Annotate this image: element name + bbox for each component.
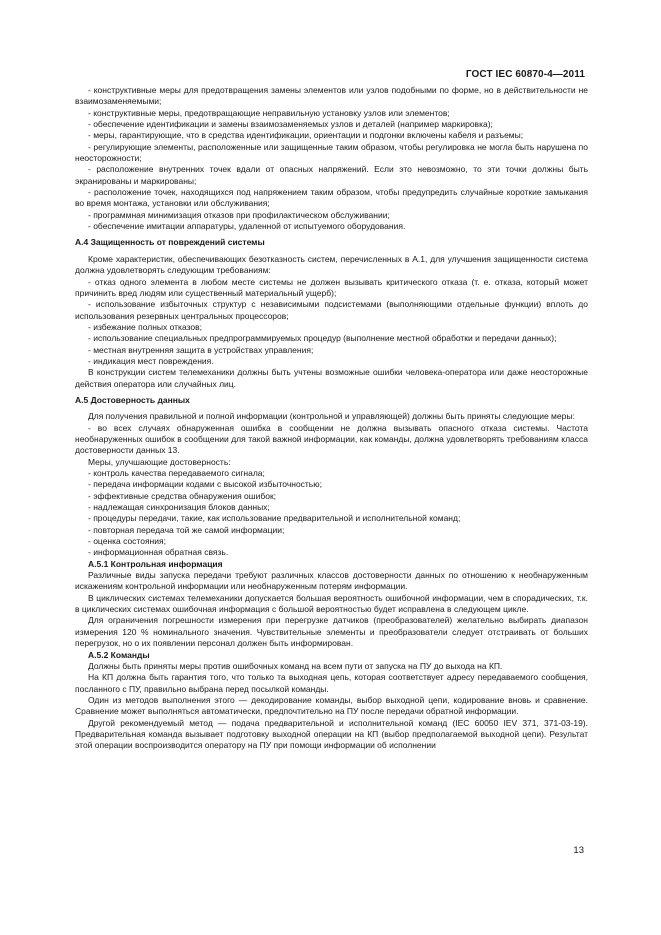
list-item: - во всех случаях обнаруженная ошибка в сообщении не должна вызывать опасного отказа системы. Частота необнаруженных ошибок в сообщении для такой важной информации, как команды, должна удовлетворять требованиям класса достоверности данных 13. bbox=[75, 422, 588, 456]
list-item: - местная внутренняя защита в устройствах управления; bbox=[88, 344, 314, 355]
list-item: - передача информации кодами с высокой избыточностью; bbox=[88, 479, 322, 490]
paragraph: В конструкции систем телемеханики должны быть учтены возможные ошибки человека-оператора или даже неосторожные действия оператора или случайных лиц. bbox=[75, 367, 588, 389]
list-item: - обеспечение имитации аппаратуры, удаленной от испытуемого оборудования. bbox=[88, 221, 406, 232]
list-item: - контроль качества передаваемого сигнала; bbox=[88, 468, 265, 478]
paragraph: Для получения правильной и полной информации (контрольной и управляющей) должны быть приняты следующие меры: bbox=[88, 411, 575, 422]
list-item: - индикация мест повреждения. bbox=[88, 355, 214, 366]
paragraph: Один из методов выполнения этого — декодирование команды, выбор выходной цепи, кодирование вновь и сравнение. Сравнение может выполняться автоматически, предпочтительно на ПУ после передачи обратной информации. bbox=[75, 694, 588, 717]
paragraph: Для ограничения погрешности измерения при перегрузке датчиков (преобразователей) желательно выбирать диапазон измерения 120 % номинального значения. Чувствительные элементы и преобразователи следует отстраивать от больших перегрузок, но о их появлении персонал должен быть информирован. bbox=[75, 615, 588, 649]
list-item: - использование избыточных структур с независимыми подсистемами (выполняющими отдельные функции) вплоть до использования резервных центральных процессоров; bbox=[75, 299, 588, 321]
list-item: - регулирующие элементы, расположенные или защищенные таким образом, чтобы регулировка не могла быть нарушена по неосторожности; bbox=[75, 141, 588, 164]
list-item: - отказ одного элемента в любом месте системы не должен вызывать критического отказа (т. е. отказа, который может причинить вред людям или существенный материальный ущерб); bbox=[75, 276, 588, 298]
section-heading-a51: А.5.1 Контрольная информация bbox=[88, 558, 223, 569]
section-heading-a4: А.4 Защищенность от повреждений системы bbox=[75, 237, 265, 248]
paragraph: Различные виды запуска передачи требуют различных классов достоверности данных по отношению к необнаруженным искажениям контрольной информации или необнаруженным потерям информации. bbox=[75, 570, 588, 592]
page-content bbox=[75, 85, 588, 752]
list-item: - программная минимизация отказов при профилактическом обслуживании; bbox=[88, 209, 390, 220]
standard-header: ГОСТ IEC 60870-4—2011 bbox=[465, 69, 585, 80]
list-item: - информационная обратная связь. bbox=[88, 547, 229, 558]
list-item: - процедуры передачи, такие, как использование предварительной и исполнительной команд; bbox=[88, 513, 461, 524]
list-item: - меры, гарантирующие, что в средства идентификации, ориентации и подгонки включены кабеля и разъемы; bbox=[88, 130, 524, 141]
list-item: - эффективные средства обнаружения ошибок; bbox=[88, 490, 277, 501]
list-item: - расположение внутренних точек вдали от опасных напряжений. Если это невозможно, то эти точки должны быть экранированы и маркированы; bbox=[75, 164, 588, 186]
list-item: - расположение точек, находящихся под напряжением таким образом, чтобы предупредить случайные короткие замыкания во время монтажа, установки или обслуживания; bbox=[75, 187, 588, 209]
paragraph: Должны быть приняты меры против ошибочных команд на всем пути от запуска на ПУ до выхода на КП. bbox=[88, 660, 503, 671]
paragraph: На КП должна быть гарантия того, что только та выходная цепь, которая соответствует адресу передаваемого сообщения, посланного с ПУ, правильно выбрана перед посылкой команды. bbox=[75, 672, 588, 694]
paragraph: Меры, улучшающие достоверность: bbox=[88, 456, 231, 467]
list-item: - оценка состояния; bbox=[88, 536, 166, 547]
list-item: - обеспечение идентификации и замены взаимозаменяемых узлов и деталей (например маркировка); bbox=[88, 119, 493, 130]
list-item: - конструктивные меры для предотвращения замены элементов или узлов подобными по форме, но в действительности не взаимозаменяемыми; bbox=[75, 85, 588, 107]
list-item: - конструктивные меры, предотвращающие неправильную установку узлов или элементов; bbox=[88, 107, 450, 118]
section-heading-a52: А.5.2 Команды bbox=[88, 649, 150, 660]
list-item: - избежание полных отказов; bbox=[88, 321, 202, 332]
section-heading-a5: А.5 Достоверность данных bbox=[75, 394, 190, 405]
list-item: - использование специальных предпрограммируемых процедур (выполнение местной обработки и передачи данных); bbox=[88, 333, 557, 344]
list-item: - повторная передача той же самой информации; bbox=[88, 524, 285, 535]
paragraph: Кроме характеристик, обеспечивающих безотказность систем, перечисленных в А.1, для улучшения защищенности система должна удовлетворять следующим требованиям: bbox=[75, 253, 588, 276]
paragraph: Другой рекомендуемый метод — подача предварительной и исполнительной команд (IEC 60050 IEV 371, 371-03-19). Предварительная команда вызывает подготовку выходной операции на КП (выбор предполагаемой выходной цепи). Результат этой операции воспроизводится оператору на ПУ при помощи информации об исполнении bbox=[75, 717, 588, 751]
paragraph: В циклических системах телемеханики допускается большая вероятность ошибочной информации, чем в спорадических, т.к. в циклических системах ошибочная информация с большой вероятностью будет исправлена в следующем цикле. bbox=[75, 592, 588, 615]
list-item: - надлежащая синхронизация блоков данных; bbox=[88, 502, 270, 513]
page-number: 13 bbox=[573, 845, 584, 856]
